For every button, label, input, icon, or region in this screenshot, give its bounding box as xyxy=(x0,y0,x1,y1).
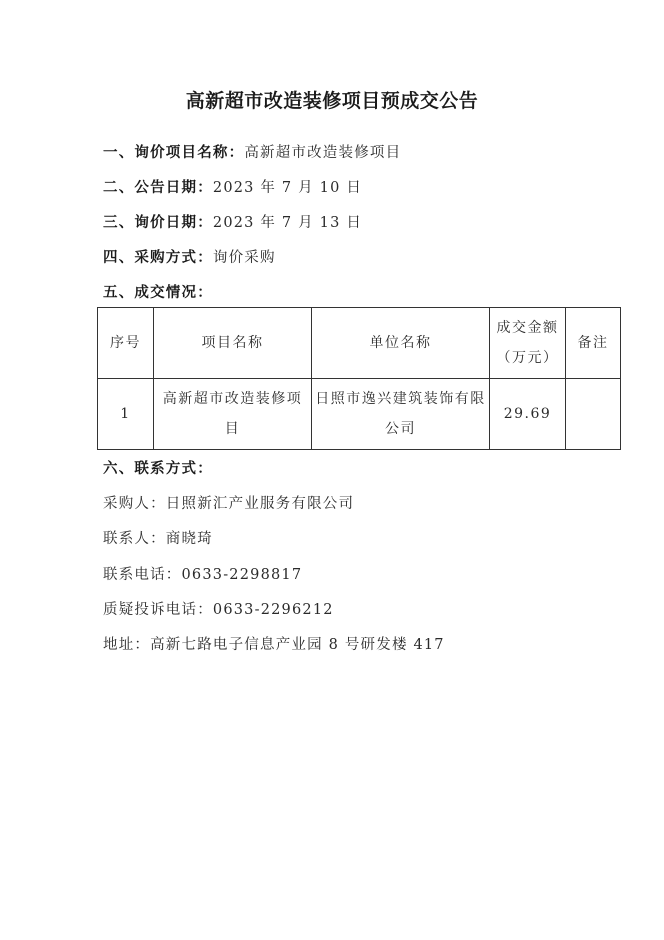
cell-project: 高新超市改造装修项目 xyxy=(154,379,312,450)
table-row xyxy=(98,379,621,450)
header-company: 单位名称 xyxy=(312,308,490,379)
method-label: 四、采购方式： xyxy=(103,249,213,266)
contact-person-line: 联系人：商晓琦 xyxy=(103,531,213,547)
header-amount: 成交金额（万元） xyxy=(490,308,566,379)
header-project: 项目名称 xyxy=(154,308,312,379)
contact-phone-line: 联系电话：0633-2298817 xyxy=(103,567,303,583)
inquiry-date-label: 三、询价日期： xyxy=(103,214,213,231)
page-title: 高新超市改造装修项目预成交公告 xyxy=(185,90,479,112)
inquiry-date-line xyxy=(103,211,362,232)
method-line xyxy=(103,246,276,267)
announce-date-value: 2023 年 7 月 10 日 xyxy=(212,180,363,196)
address-line: 地址：高新七路电子信息产业园 8 号研发楼 417 xyxy=(103,637,445,653)
header-seq: 序号 xyxy=(98,308,154,379)
method-value: 询价采购 xyxy=(212,250,276,266)
result-line xyxy=(103,281,213,302)
cell-seq: 1 xyxy=(98,379,154,450)
complaint-phone-line: 质疑投诉电话：0633-2296212 xyxy=(103,602,334,618)
contact-label: 六、联系方式： xyxy=(103,460,213,477)
announce-date-label: 二、公告日期： xyxy=(103,179,213,196)
result-table xyxy=(97,307,621,450)
contact-line xyxy=(103,457,213,478)
table-header-row xyxy=(98,308,621,379)
announce-date-line xyxy=(103,176,362,197)
cell-company: 日照市逸兴建筑装饰有限公司 xyxy=(312,379,490,450)
buyer-line: 采购人：日照新汇产业服务有限公司 xyxy=(103,496,355,512)
project-name-label: 一、询价项目名称： xyxy=(103,144,245,161)
inquiry-date-value: 2023 年 7 月 13 日 xyxy=(212,215,363,231)
project-name-value: 高新超市改造装修项目 xyxy=(244,145,402,161)
cell-amount: 29.69 xyxy=(490,379,566,450)
cell-note xyxy=(566,379,621,450)
project-name-line xyxy=(103,141,401,162)
header-note: 备注 xyxy=(566,308,621,379)
result-label: 五、成交情况： xyxy=(103,284,213,301)
